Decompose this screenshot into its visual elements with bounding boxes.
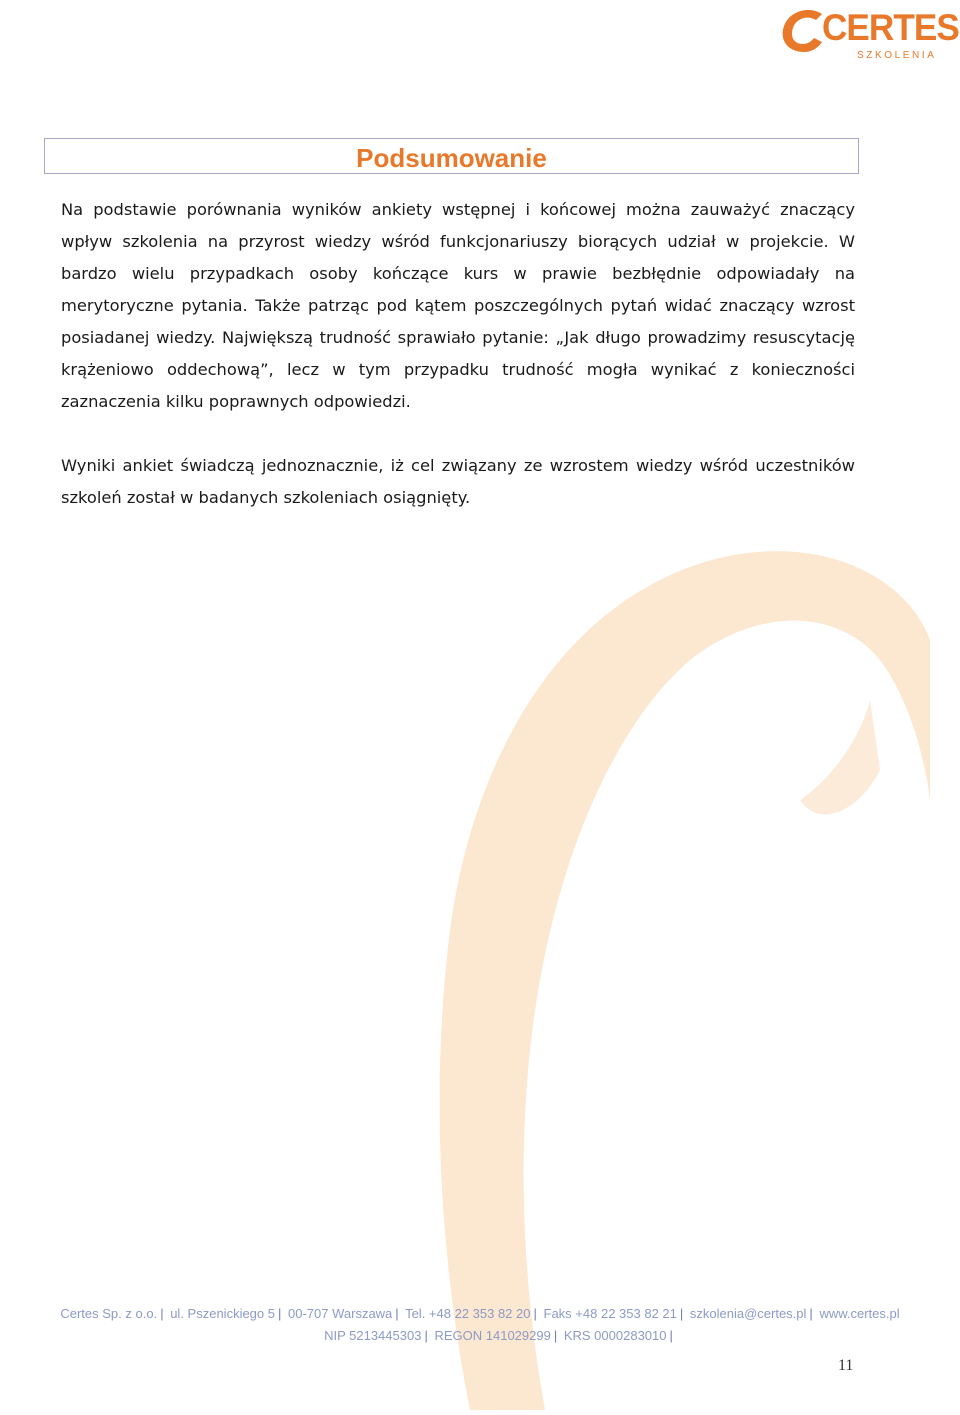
logo-text: CERTES <box>822 7 959 48</box>
paragraph-1: Na podstawie porównania wyników ankiety wstępnej i końcowej można zauważyć znaczący wpływ szkolenia na przyrost wiedzy wśród funkcjonariuszy biorących udział w projekcie. W bardzo wielu przypadkach osoby kończące kurs w prawie bezbłędnie odpowiadały na merytoryczne pytania. Także patrząc pod kątem poszczególnych pytań widać znaczący wzrost posiadanej wiedzy. Największą trudność sprawiało pytanie: „Jak długo prowadzimy resuscytację krążeniowo oddechową”, lecz w tym przypadku trudność mogła wynikać z konieczności zaznaczenia kilku poprawnych odpowiedzi. <box>61 200 855 411</box>
section-content <box>61 194 855 514</box>
footer-contact-line: Certes Sp. z o.o. | ul. Pszenickiego 5 | 00-707 Warszawa | Tel. +48 22 353 82 20 | Faks +48 22 353 82 21 | szkolenia@certes.pl | www.certes.pl <box>60 1306 900 1321</box>
section-title-box <box>44 138 859 174</box>
section-title: Podsumowanie <box>356 143 547 173</box>
footer-website-link[interactable]: www.certes.pl <box>819 1306 900 1321</box>
footer-krs: KRS 0000283010 <box>563 1328 667 1343</box>
logo-subtitle: SZKOLENIA <box>857 50 937 61</box>
footer-city: 00-707 Warszawa <box>288 1306 393 1321</box>
paragraph-2: Wyniki ankiet świadczą jednoznacznie, iż cel związany ze wzrostem wiedzy wśród uczestników szkoleń został w badanych szkoleniach osiągnięty. <box>61 456 855 507</box>
footer-nip: NIP 5213445303 <box>324 1328 422 1343</box>
footer-regon: REGON 141029299 <box>434 1328 551 1343</box>
footer-address: ul. Pszenickiego 5 <box>170 1306 275 1321</box>
page-number: 11 <box>838 1357 854 1374</box>
footer-email-link[interactable]: szkolenia@certes.pl <box>689 1306 807 1321</box>
footer-registry-line: NIP 5213445303 | REGON 141029299 | KRS 0000283010 | <box>324 1328 673 1343</box>
certes-c-logo-icon <box>778 6 828 56</box>
footer-phone: Tel. +48 22 353 82 20 <box>405 1306 531 1321</box>
footer-fax: Faks +48 22 353 82 21 <box>543 1306 677 1321</box>
footer-company: Certes Sp. z o.o. <box>60 1306 158 1321</box>
certes-logo[interactable] <box>778 6 959 64</box>
